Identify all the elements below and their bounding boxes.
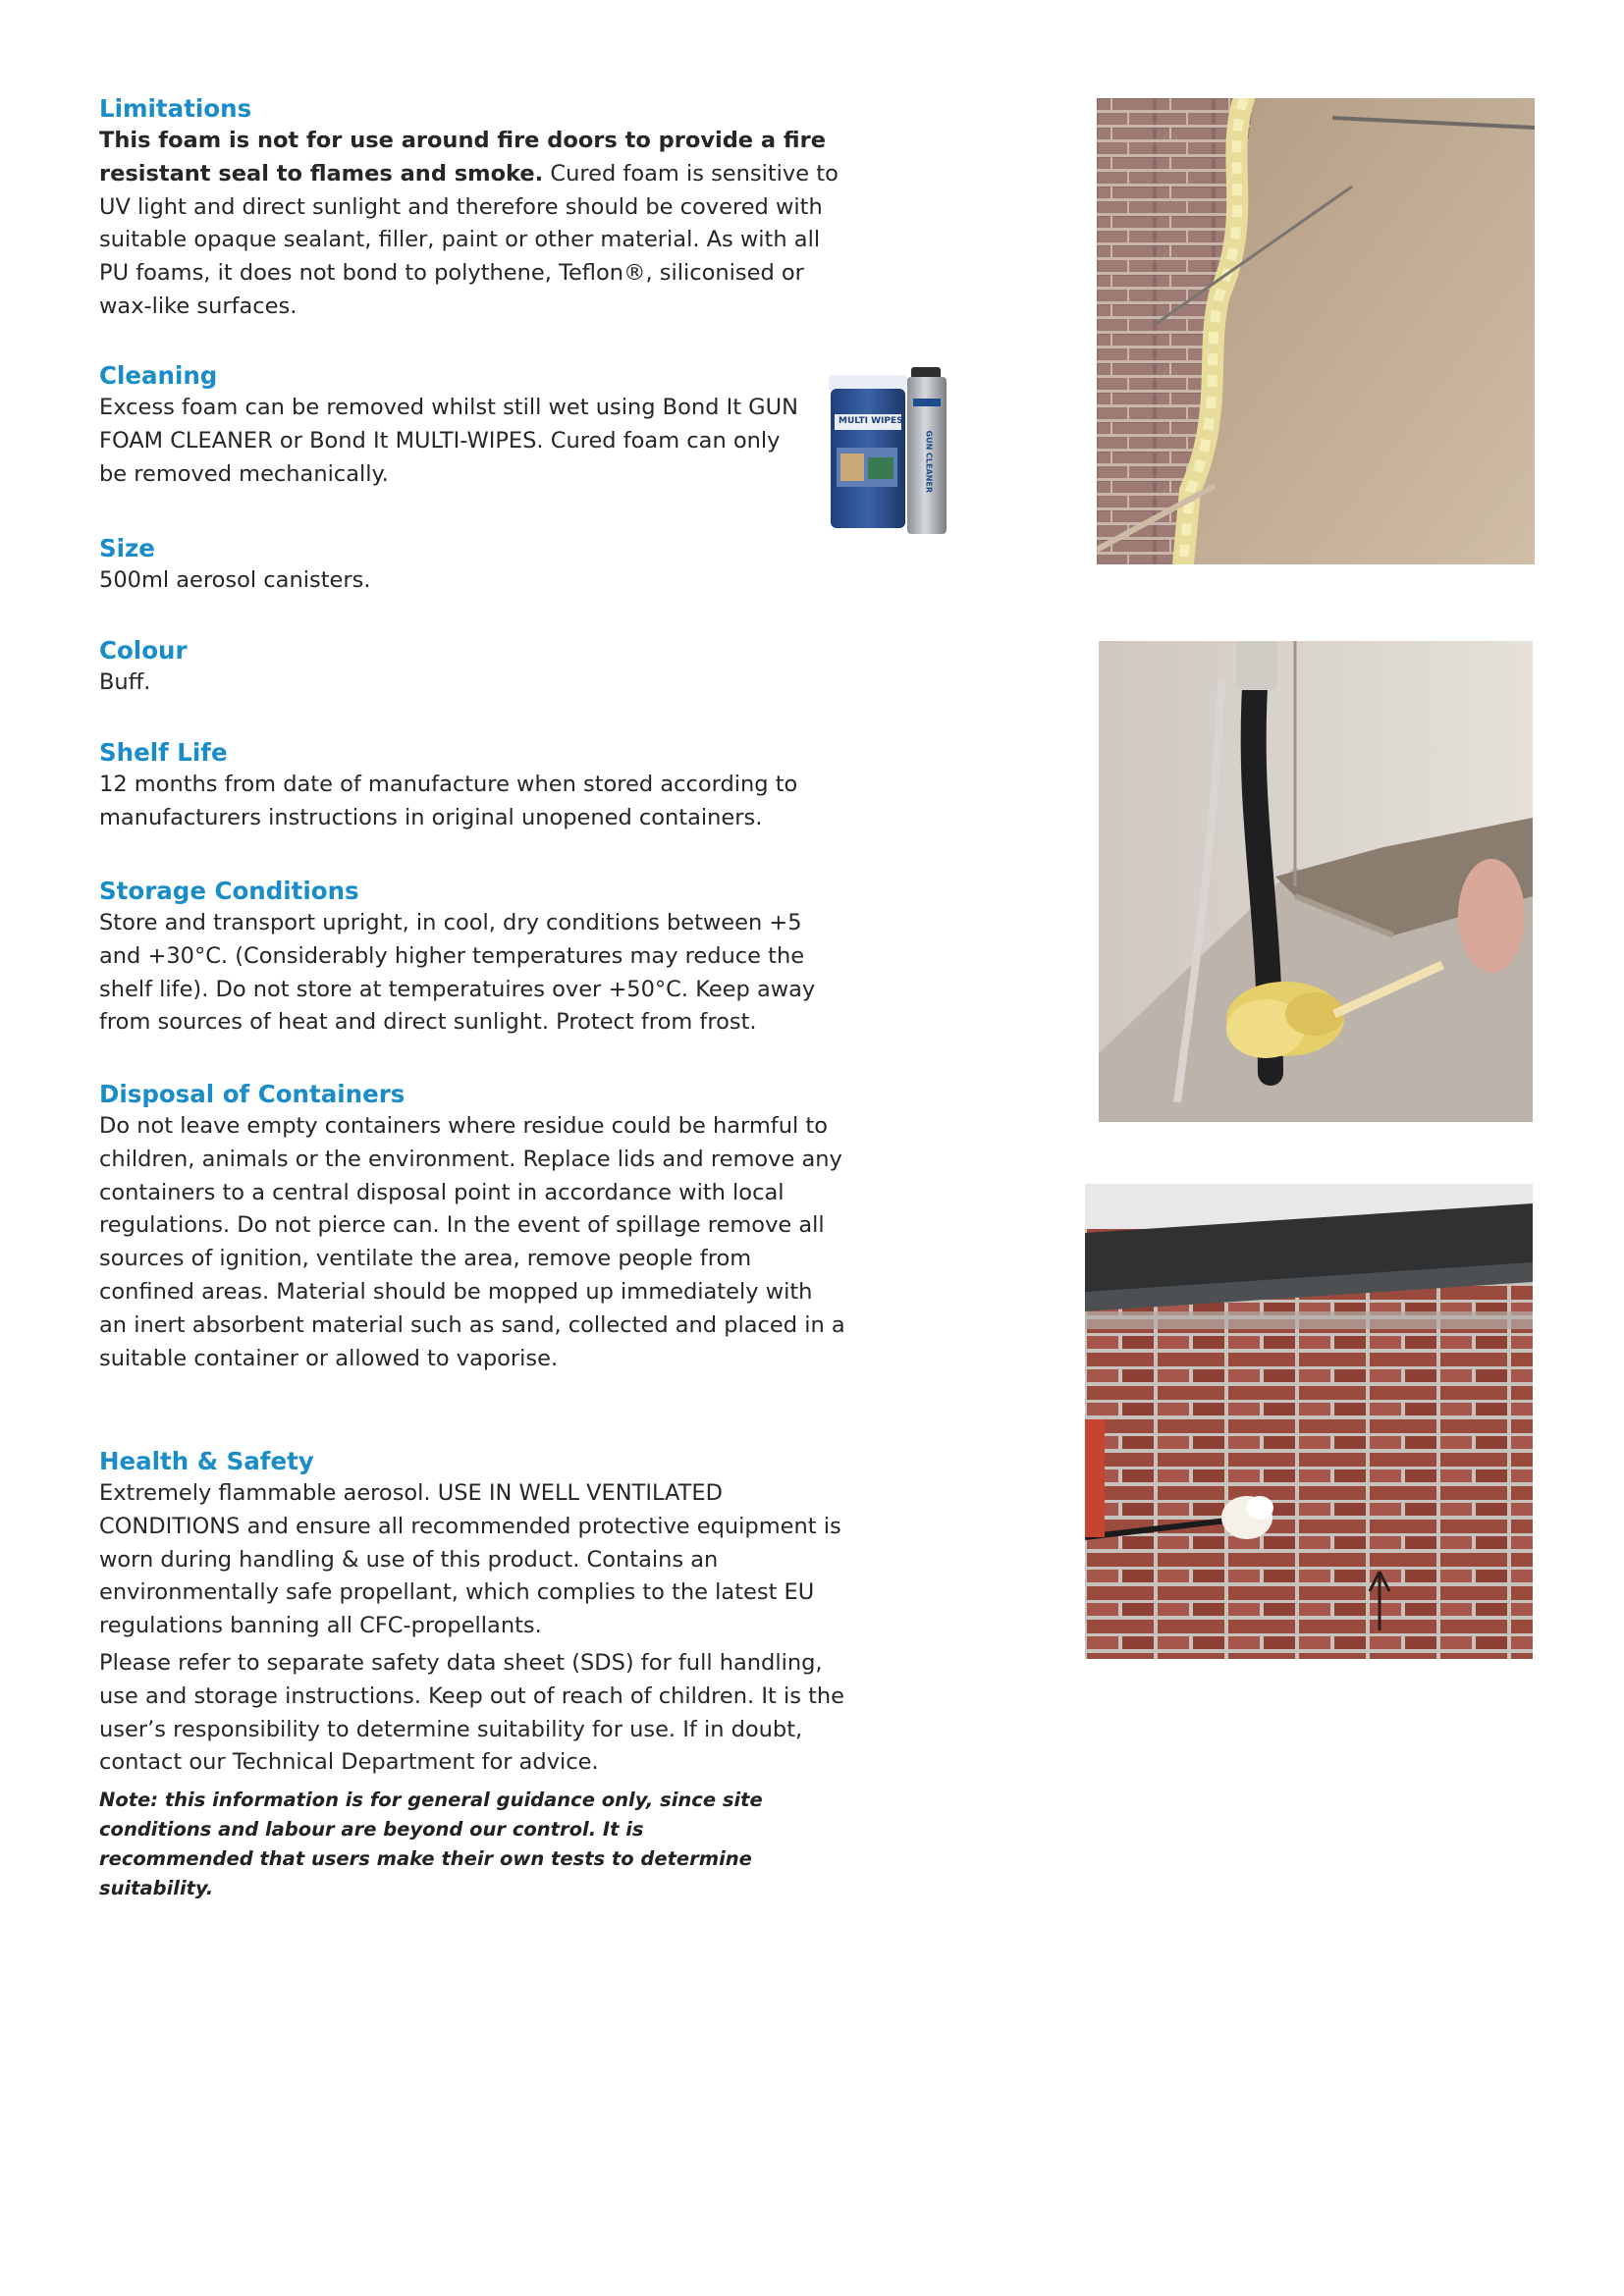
storage-text: Store and transport upright, in cool, dry conditions between +5 and +30°C. (Considerably higher temperatures may reduce the shelf life). Do not store at temperatuires over +50°C. Keep away from sources of heat and direct sunlight. Protect from frost. xyxy=(99,910,816,1036)
section-shelf-life xyxy=(99,736,845,835)
shelf-life-text: 12 months from date of manufacture when stored according to manufacturers instructions in original unopened containers. xyxy=(99,772,798,830)
health-safety-heading: Health & Safety xyxy=(99,1447,314,1475)
section-colour xyxy=(99,634,845,700)
section-size xyxy=(99,532,845,598)
wipes-label: MULTI WIPES xyxy=(839,416,903,426)
photo-cable-foam xyxy=(1099,641,1533,1122)
limitations-body: Cured foam is sensitive to UV light and direct sunlight and therefore should be covered with suitable opaque sealant, filler, paint or other material. As with all PU foams, it does not bond to polythene, Teflon®, siliconised or wax-like surfaces. xyxy=(99,160,839,319)
shelf-life-heading: Shelf Life xyxy=(99,738,228,767)
section-storage xyxy=(99,875,845,1040)
cleaning-products-image xyxy=(827,363,954,540)
limitations-text xyxy=(99,125,845,324)
cleaner-label: GUN CLEANER xyxy=(924,430,934,493)
colour-text: Buff. xyxy=(99,669,151,695)
photo-door-frame-foam xyxy=(1097,98,1535,564)
cleaning-heading: Cleaning xyxy=(99,361,218,390)
guidance-note: Note: this information is for general guidance only, since site conditions and labour are beyond our control. It is recommended that users make their own tests to determine suitability. xyxy=(99,1789,763,1900)
photo-brickwork-foam xyxy=(1085,1184,1533,1659)
size-text: 500ml aerosol canisters. xyxy=(99,567,371,593)
size-heading: Size xyxy=(99,534,155,562)
section-cleaning xyxy=(99,359,806,491)
health-safety-text-2: Please refer to separate safety data sheet (SDS) for full handling, use and storage instructions. Keep out of reach of children. It is the user’s responsibility to determine suitability for use. If in doubt, contact our Technical Department for advice. xyxy=(99,1649,844,1776)
disposal-text: Do not leave empty containers where residue could be harmful to children, animals or the environment. Replace lids and remove any containers to a central disposal point in accordance with local regulations. Do not pierce can. In the event of spillage remove all sources of ignition, ventilate the area, remove people from confined areas. Material should be mopped up immediately with an inert absorbent material such as sand, collected and placed in a suitable container or allowed to vaporise. xyxy=(99,1113,845,1371)
limitations-heading: Limitations xyxy=(99,94,252,123)
storage-heading: Storage Conditions xyxy=(99,877,359,905)
cleaning-text: Excess foam can be removed whilst still wet using Bond It GUN FOAM CLEANER or Bond It MULTI-WIPES. Cured foam can only be removed mechanically. xyxy=(99,395,798,487)
health-safety-text-1: Extremely flammable aerosol. USE IN WELL VENTILATED CONDITIONS and ensure all recommended protective equipment is worn during handling & use of this product. Contains an environmentally safe propellant, which complies to the latest EU regulations banning all CFC-propellants. xyxy=(99,1480,841,1639)
colour-heading: Colour xyxy=(99,636,188,665)
section-limitations xyxy=(99,92,845,324)
disposal-heading: Disposal of Containers xyxy=(99,1080,406,1108)
limitations-warning: This foam is not for use around fire doors to provide a fire resistant seal to flames and smoke. xyxy=(99,128,826,187)
section-health-safety xyxy=(99,1445,865,1903)
section-disposal xyxy=(99,1078,845,1375)
